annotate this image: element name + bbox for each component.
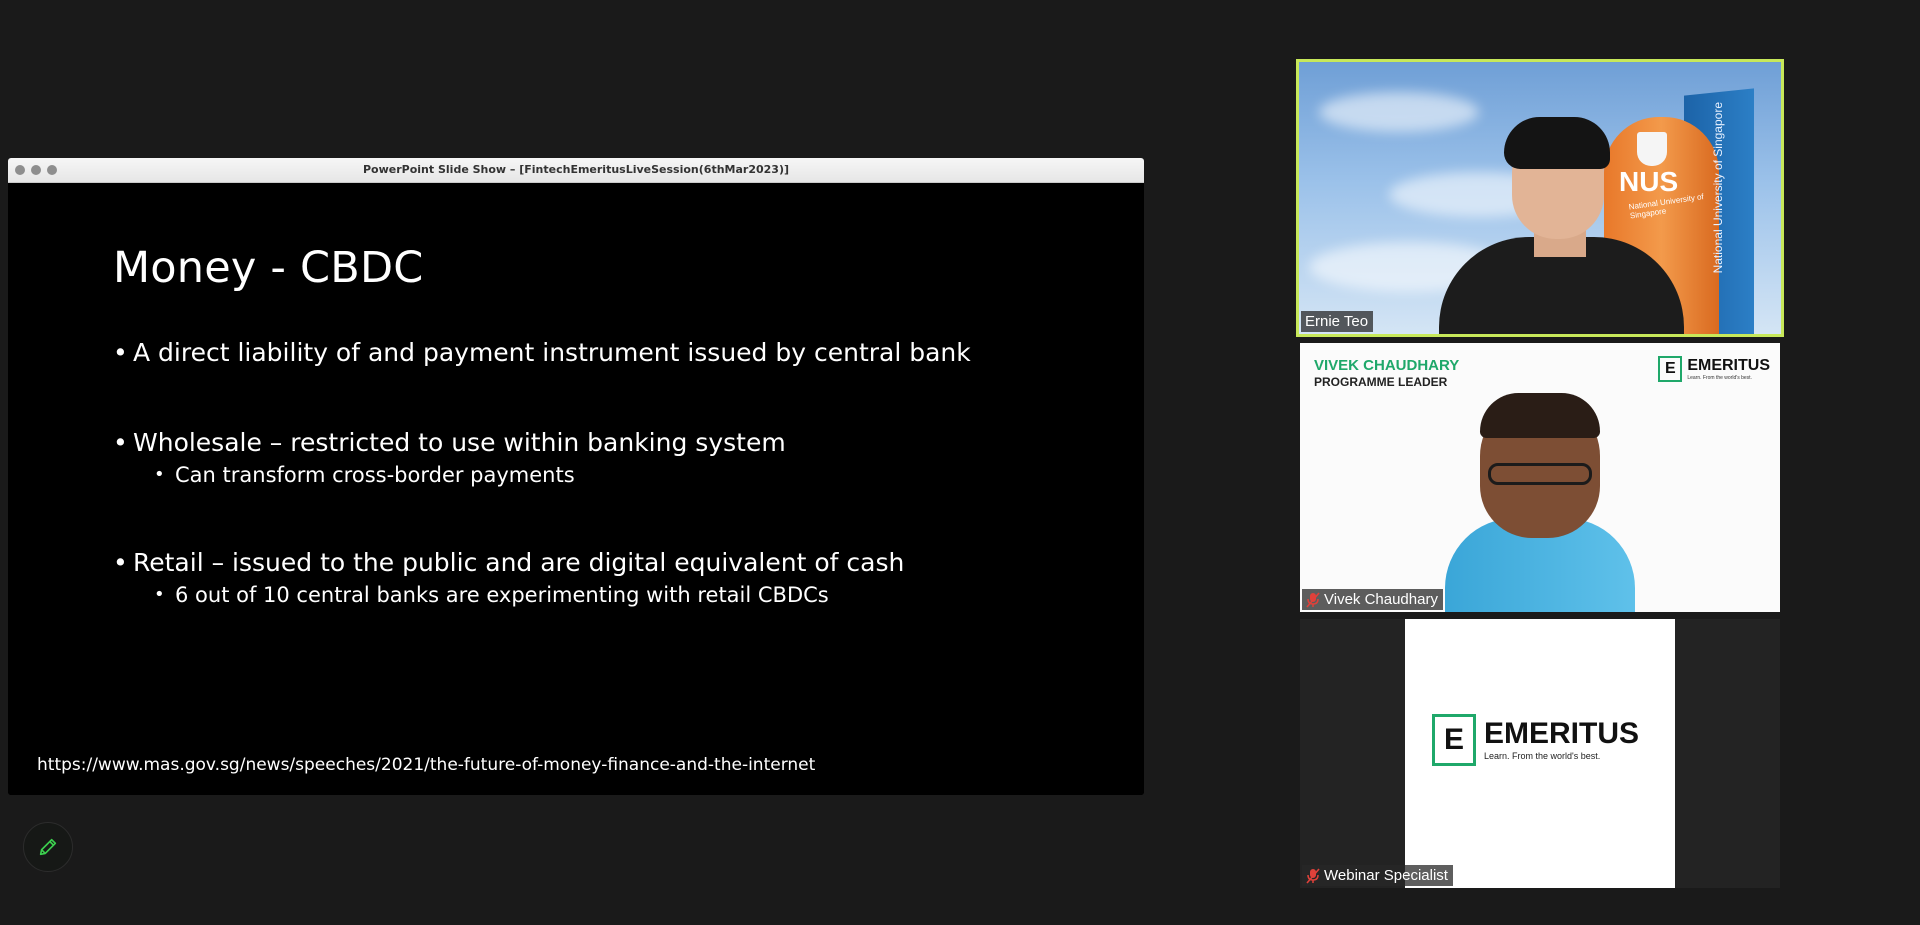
nus-crest-icon — [1637, 132, 1667, 166]
nus-logo-subtext: National University of Singapore — [1628, 192, 1705, 221]
emeritus-logo-text-group — [1687, 357, 1770, 381]
video-tile-vivek-chaudhary[interactable] — [1300, 343, 1780, 612]
slide-sub-bullet: • Can transform cross-border payments — [113, 460, 1104, 490]
bullet-group — [113, 338, 1104, 368]
presentation-slide — [8, 183, 1144, 795]
participant-name: Ernie Teo — [1305, 313, 1369, 330]
profile-picture-card — [1405, 619, 1675, 888]
emeritus-logo — [1432, 714, 1639, 766]
bullet-group — [113, 548, 1104, 610]
emeritus-tagline: Learn. From the world's best. — [1484, 751, 1601, 761]
virtual-bg-header-role: PROGRAMME LEADER — [1314, 375, 1448, 389]
slide-bullet: • Retail – issued to the public and are digital equivalent of cash — [113, 548, 1104, 578]
emeritus-wordmark: EMERITUS — [1484, 717, 1640, 750]
participant-name: Webinar Specialist — [1324, 867, 1448, 884]
window-title: PowerPoint Slide Show – [FintechEmeritusLiveSession(6thMar2023)] — [363, 163, 789, 176]
emeritus-logo-mark: E — [1658, 356, 1682, 382]
shared-screen-window[interactable] — [8, 158, 1144, 795]
slide-bullet: • Wholesale – restricted to use within banking system — [113, 428, 1104, 458]
participant-name: Vivek Chaudhary — [1324, 591, 1438, 608]
participant-hair — [1504, 117, 1610, 169]
participant-name-label — [1302, 865, 1453, 886]
emeritus-wordmark: EMERITUS — [1687, 357, 1770, 374]
participant-glasses — [1488, 463, 1592, 485]
emeritus-tagline: Learn. From the world's best. — [1687, 375, 1752, 381]
pencil-icon — [37, 836, 59, 858]
virtual-bg-header-name: VIVEK CHAUDHARY — [1314, 357, 1460, 374]
slide-sub-bullet: • 6 out of 10 central banks are experimenting with retail CBDCs — [113, 580, 1104, 610]
microphone-muted-icon — [1306, 868, 1320, 884]
video-tile-ernie-teo[interactable] — [1296, 59, 1784, 337]
slide-title: Money - CBDC — [113, 243, 424, 293]
slide-bullet-list — [113, 338, 1104, 668]
sky-cloud — [1319, 92, 1479, 132]
emeritus-logo-text-group — [1484, 719, 1639, 761]
emeritus-logo — [1658, 356, 1770, 382]
slide-bullet: • A direct liability of and payment instrument issued by central bank — [113, 338, 1104, 368]
participant-name-label — [1302, 589, 1443, 610]
video-tile-webinar-specialist[interactable] — [1300, 619, 1780, 888]
microphone-muted-icon — [1306, 592, 1320, 608]
nus-logo-text: NUS — [1619, 166, 1679, 197]
window-titlebar[interactable] — [8, 158, 1144, 183]
emeritus-logo-mark: E — [1432, 714, 1476, 766]
bullet-group — [113, 428, 1104, 490]
slide-source-url: https://www.mas.gov.sg/news/speeches/2021/the-future-of-money-finance-and-the-internet — [37, 755, 816, 775]
tower-vertical-text: National University of Singapore — [1711, 102, 1725, 274]
participant-name-label — [1301, 311, 1373, 332]
participant-hair — [1480, 393, 1600, 438]
annotate-button[interactable] — [23, 822, 73, 872]
